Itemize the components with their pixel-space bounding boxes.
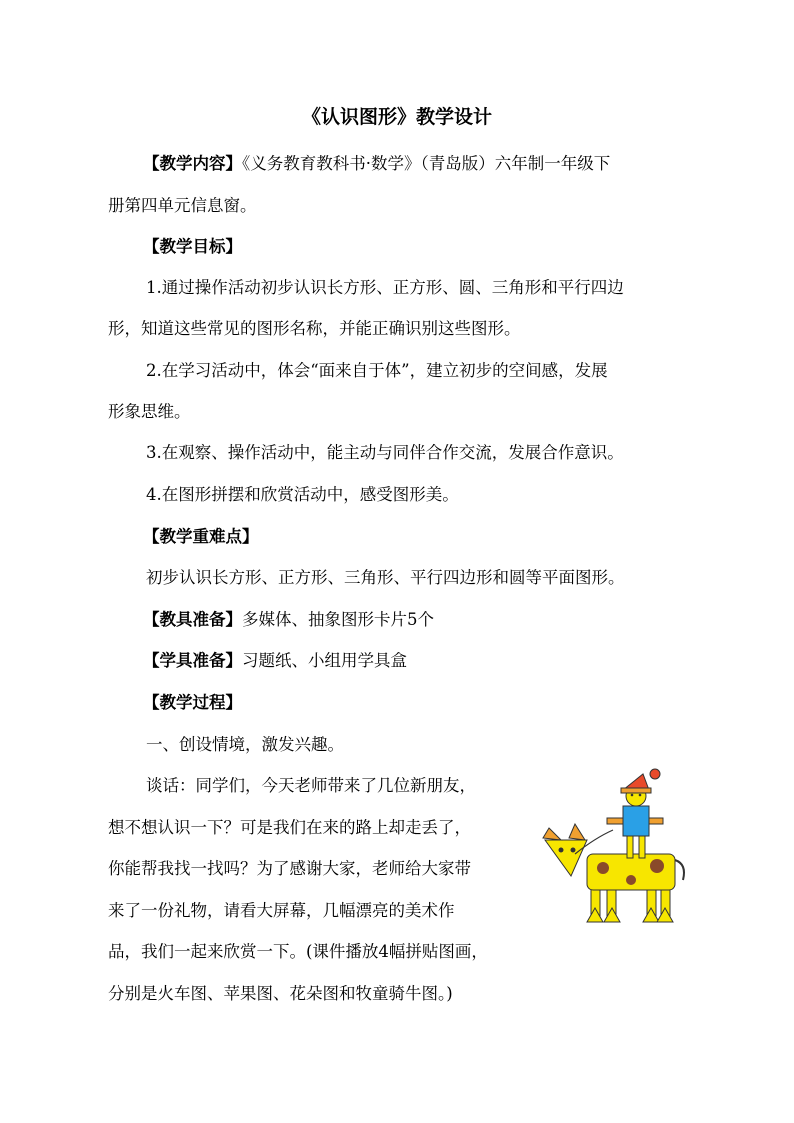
process-para-4: 来了一份礼物，请看大屏幕，几幅漂亮的美术作 <box>108 901 455 920</box>
goal-item-2a: 2.在学习活动中，体会“面来自于体”，建立初步的空间感，发展 <box>146 361 608 380</box>
student-tools-line <box>143 647 407 671</box>
process-para-1: 谈话：同学们，今天老师带来了几位新朋友， <box>146 776 476 795</box>
goal-item-2b: 形象思维。 <box>108 402 191 421</box>
content-label: 【教学内容】 <box>143 154 242 173</box>
goals-heading: 【教学目标】 <box>143 237 242 256</box>
key-points-heading: 【教学重难点】 <box>143 527 259 546</box>
cow-ear-1 <box>543 828 561 840</box>
cow-foot-2 <box>604 908 620 922</box>
teacher-tools-label: 【教具准备】 <box>143 610 242 629</box>
boy-eye-2 <box>639 794 642 797</box>
process-heading: 【教学过程】 <box>143 693 242 712</box>
process-para-6: 分别是火车图、苹果图、花朵图和牧童骑牛图。) <box>108 984 453 1003</box>
teacher-tools-text: 多媒体、抽象图形卡片5个 <box>242 610 434 629</box>
process-section-1: 一、创设情境，激发兴趣。 <box>146 735 344 754</box>
key-points-text: 初步认识长方形、正方形、三角形、平行四边形和圆等平面图形。 <box>146 568 625 587</box>
cow-rider-illustration <box>535 768 695 938</box>
hat-pompom <box>650 769 660 779</box>
content-line <box>143 150 610 174</box>
goal-item-1b: 形，知道这些常见的图形名称，并能正确识别这些图形。 <box>108 319 521 338</box>
cow-eye-1 <box>559 848 564 853</box>
cow-spot-2 <box>626 875 636 885</box>
cow-tail <box>675 860 684 880</box>
boy-body <box>623 806 649 836</box>
cow-foot-1 <box>587 908 603 922</box>
content-text-1: 《义务教育教科书·数学》（青岛版）六年制一年级下 <box>242 154 611 173</box>
cow-spot-3 <box>650 859 664 873</box>
cow-head <box>545 840 587 876</box>
cow-foot-3 <box>643 908 659 922</box>
goal-item-4: 4.在图形拼摆和欣赏活动中，感受图形美。 <box>146 485 459 504</box>
cow-foot-4 <box>657 908 673 922</box>
boy-arm-2 <box>649 818 663 824</box>
goal-item-1a: 1.通过操作活动初步认识长方形、正方形、圆、三角形和平行四边 <box>146 278 624 297</box>
process-para-5: 品，我们一起来欣赏一下。(课件播放4幅拼贴图画， <box>108 942 488 961</box>
process-para-2: 想不想认识一下？可是我们在来的路上却走丢了， <box>108 818 471 837</box>
cow-eye-2 <box>571 848 576 853</box>
student-tools-label: 【学具准备】 <box>143 651 242 670</box>
boy-eye-1 <box>631 794 634 797</box>
boy-arm-1 <box>607 818 623 824</box>
process-para-3: 你能帮我找一找吗？为了感谢大家，老师给大家带 <box>108 859 471 878</box>
cow-ear-2 <box>569 824 585 840</box>
student-tools-text: 习题纸、小组用学具盒 <box>242 651 407 670</box>
cow-spot-1 <box>597 862 609 874</box>
content-text-2: 册第四单元信息窗。 <box>108 196 257 215</box>
document-title: 《认识图形》教学设计 <box>301 106 492 128</box>
teacher-tools-line <box>143 606 434 630</box>
hat-brim <box>621 788 651 793</box>
goal-item-3: 3.在观察、操作活动中，能主动与同伴合作交流，发展合作意识。 <box>146 443 624 462</box>
